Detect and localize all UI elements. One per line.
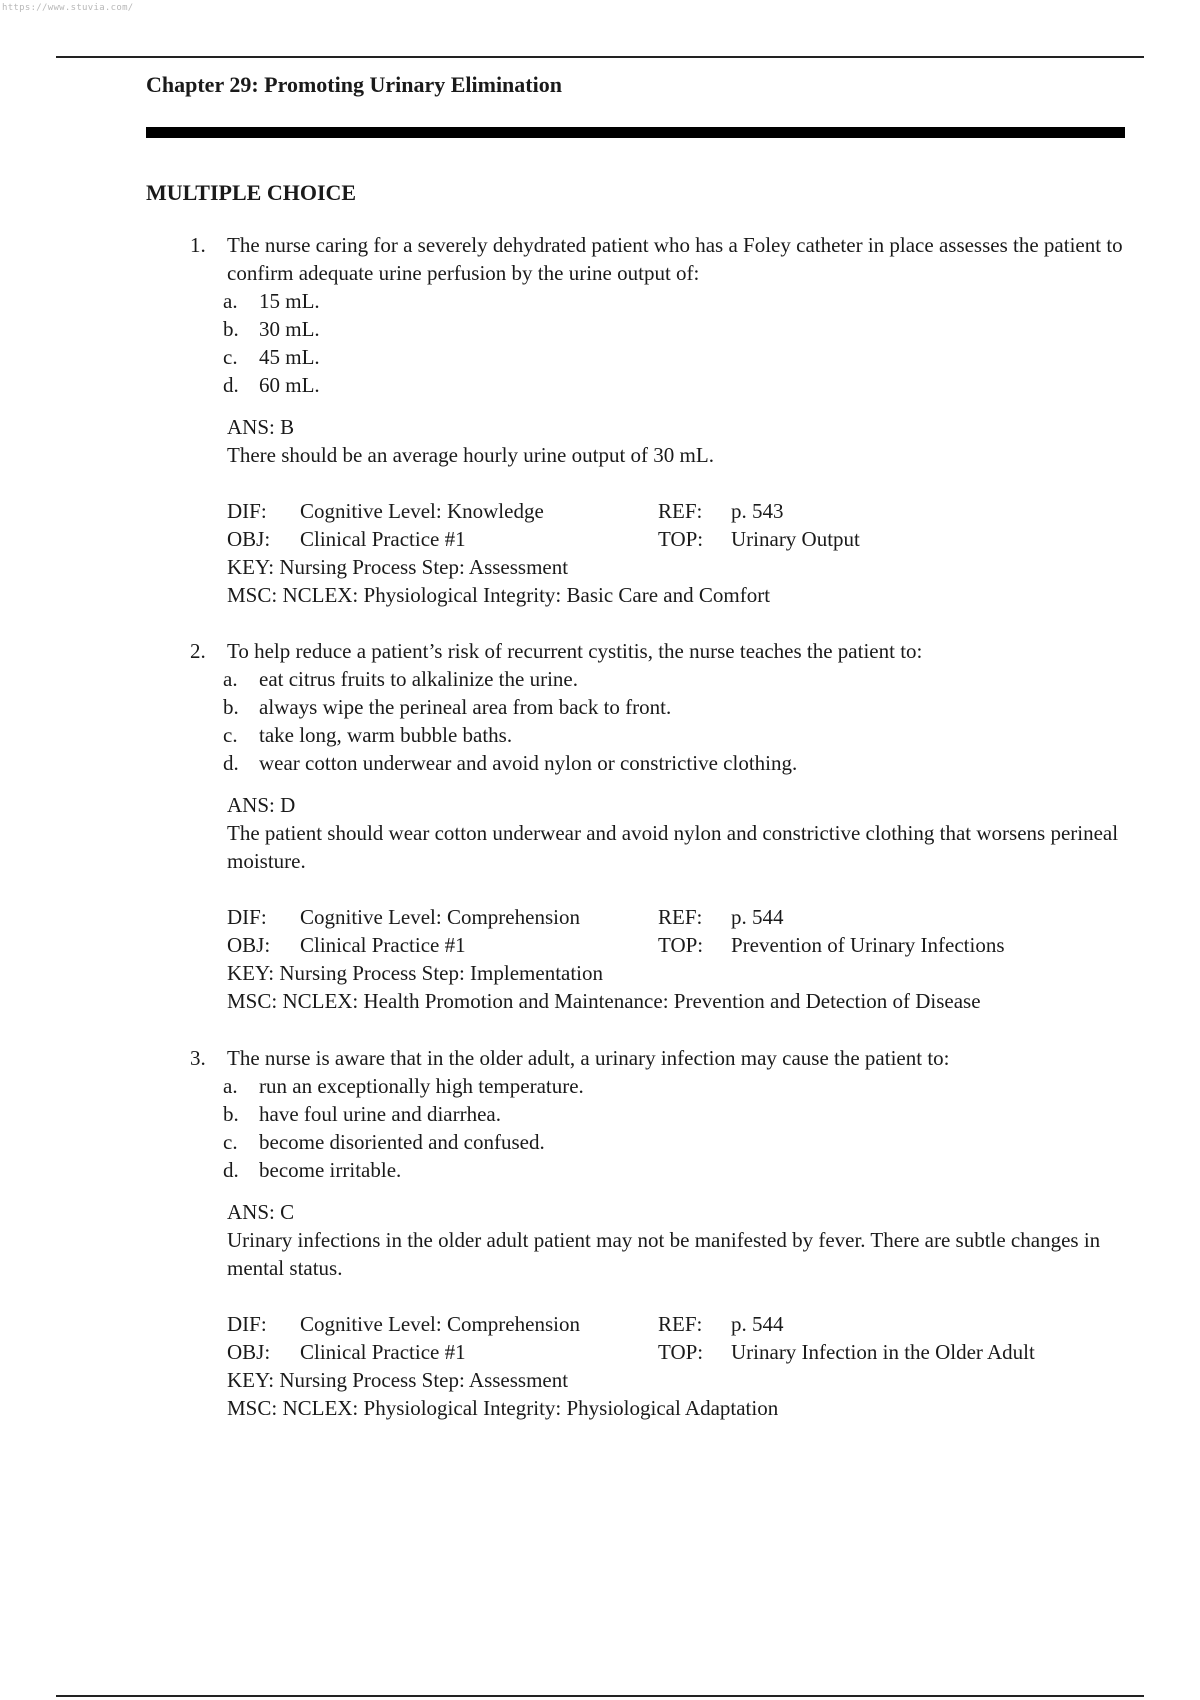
- option-text: eat citrus fruits to alkalinize the urine.: [259, 667, 578, 691]
- option-b: [190, 315, 1140, 343]
- option-text: 60 mL.: [259, 373, 320, 397]
- option-b: [190, 693, 1140, 721]
- option-d: [190, 371, 1140, 399]
- top-label: TOP:: [658, 1340, 704, 1364]
- option-letter: d.: [223, 1158, 239, 1182]
- obj-value: Clinical Practice #1: [300, 1340, 466, 1364]
- section-heading: MULTIPLE CHOICE: [146, 180, 357, 205]
- option-list: [190, 287, 1140, 399]
- top-value: Prevention of Urinary Infections: [731, 933, 1005, 957]
- answer-key: ANS: D: [227, 793, 296, 817]
- option-letter: c.: [223, 1130, 238, 1154]
- question-metadata: [190, 1310, 1140, 1422]
- meta-row-obj-top: [227, 931, 1140, 959]
- option-text: become disoriented and confused.: [259, 1130, 545, 1154]
- msc-line: MSC: NCLEX: Physiological Integrity: Basic Care and Comfort: [227, 583, 771, 607]
- question-metadata: [190, 903, 1140, 1015]
- question-3: [190, 1044, 1140, 1422]
- meta-row-dif-ref: [227, 903, 1140, 931]
- answer-block: [190, 413, 1140, 469]
- question-number: 1.: [190, 233, 206, 257]
- option-c: [190, 1128, 1140, 1156]
- option-text: take long, warm bubble baths.: [259, 723, 513, 747]
- top-rule: [56, 56, 1144, 58]
- option-letter: c.: [223, 345, 238, 369]
- option-a: [190, 287, 1140, 315]
- question-number: 2.: [190, 639, 206, 663]
- answer-block: [190, 1198, 1140, 1282]
- option-letter: b.: [223, 1102, 239, 1126]
- option-letter: b.: [223, 695, 239, 719]
- option-letter: d.: [223, 373, 239, 397]
- question-text: The nurse caring for a severely dehydrated patient who has a Foley catheter in place assesses the patient to confirm adequate urine perfusion by the urine output of:: [227, 233, 1123, 285]
- obj-label: OBJ:: [227, 527, 271, 551]
- option-c: [190, 721, 1140, 749]
- top-label: TOP:: [658, 933, 704, 957]
- option-letter: a.: [223, 667, 238, 691]
- title-divider-bar: [146, 127, 1125, 138]
- option-a: [190, 665, 1140, 693]
- meta-row-obj-top: [227, 1338, 1140, 1366]
- answer-rationale: Urinary infections in the older adult patient may not be manifested by fever. There are subtle changes in mental status.: [227, 1228, 1101, 1280]
- option-d: [190, 749, 1140, 777]
- option-letter: a.: [223, 289, 238, 313]
- answer-key: ANS: B: [227, 415, 295, 439]
- msc-line: MSC: NCLEX: Physiological Integrity: Physiological Adaptation: [227, 1396, 779, 1420]
- option-a: [190, 1072, 1140, 1100]
- option-text: become irritable.: [259, 1158, 402, 1182]
- msc-line: MSC: NCLEX: Health Promotion and Maintenance: Prevention and Detection of Disease: [227, 989, 981, 1013]
- ref-label: REF:: [658, 1312, 703, 1336]
- dif-label: DIF:: [227, 905, 267, 929]
- answer-key: ANS: C: [227, 1200, 295, 1224]
- question-stem: [190, 231, 1140, 287]
- option-list: [190, 1072, 1140, 1184]
- ref-value: p. 543: [731, 499, 784, 523]
- obj-label: OBJ:: [227, 933, 271, 957]
- option-text: have foul urine and diarrhea.: [259, 1102, 501, 1126]
- key-line: KEY: Nursing Process Step: Implementation: [227, 961, 604, 985]
- key-line: KEY: Nursing Process Step: Assessment: [227, 555, 569, 579]
- option-text: wear cotton underwear and avoid nylon or constrictive clothing.: [259, 751, 798, 775]
- question-metadata: [190, 497, 1140, 609]
- obj-value: Clinical Practice #1: [300, 527, 466, 551]
- meta-row-dif-ref: [227, 1310, 1140, 1338]
- meta-row-dif-ref: [227, 497, 1140, 525]
- chapter-title: Chapter 29: Promoting Urinary Elimination: [146, 72, 562, 97]
- option-text: 15 mL.: [259, 289, 320, 313]
- ref-label: REF:: [658, 499, 703, 523]
- answer-rationale: There should be an average hourly urine output of 30 mL.: [227, 443, 714, 467]
- answer-rationale: The patient should wear cotton underwear and avoid nylon and constrictive clothing that worsens perineal moisture.: [227, 821, 1119, 873]
- ref-value: p. 544: [731, 905, 784, 929]
- meta-row-obj-top: [227, 525, 1140, 553]
- bottom-rule: [56, 1695, 1144, 1697]
- question-text: The nurse is aware that in the older adult, a urinary infection may cause the patient to:: [227, 1046, 950, 1070]
- question-stem: [190, 637, 1140, 665]
- question-2: [190, 637, 1140, 1015]
- dif-label: DIF:: [227, 1312, 267, 1336]
- option-letter: c.: [223, 723, 238, 747]
- option-list: [190, 665, 1140, 777]
- option-letter: d.: [223, 751, 239, 775]
- option-text: run an exceptionally high temperature.: [259, 1074, 584, 1098]
- option-d: [190, 1156, 1140, 1184]
- top-value: Urinary Output: [731, 527, 860, 551]
- option-letter: a.: [223, 1074, 238, 1098]
- top-value: Urinary Infection in the Older Adult: [731, 1340, 1035, 1364]
- question-text: To help reduce a patient’s risk of recurrent cystitis, the nurse teaches the patient to:: [227, 639, 923, 663]
- dif-value: Cognitive Level: Knowledge: [300, 499, 544, 523]
- dif-value: Cognitive Level: Comprehension: [300, 1312, 580, 1336]
- obj-value: Clinical Practice #1: [300, 933, 466, 957]
- option-b: [190, 1100, 1140, 1128]
- option-text: 30 mL.: [259, 317, 320, 341]
- option-letter: b.: [223, 317, 239, 341]
- question-stem: [190, 1044, 1140, 1072]
- dif-value: Cognitive Level: Comprehension: [300, 905, 580, 929]
- top-label: TOP:: [658, 527, 704, 551]
- option-c: [190, 343, 1140, 371]
- question-1: [190, 231, 1140, 609]
- dif-label: DIF:: [227, 499, 267, 523]
- answer-block: [190, 791, 1140, 875]
- option-text: always wipe the perineal area from back to front.: [259, 695, 672, 719]
- ref-value: p. 544: [731, 1312, 784, 1336]
- key-line: KEY: Nursing Process Step: Assessment: [227, 1368, 569, 1392]
- source-url-watermark: https://www.stuvia.com/: [2, 3, 134, 13]
- option-text: 45 mL.: [259, 345, 320, 369]
- obj-label: OBJ:: [227, 1340, 271, 1364]
- question-number: 3.: [190, 1046, 206, 1070]
- ref-label: REF:: [658, 905, 703, 929]
